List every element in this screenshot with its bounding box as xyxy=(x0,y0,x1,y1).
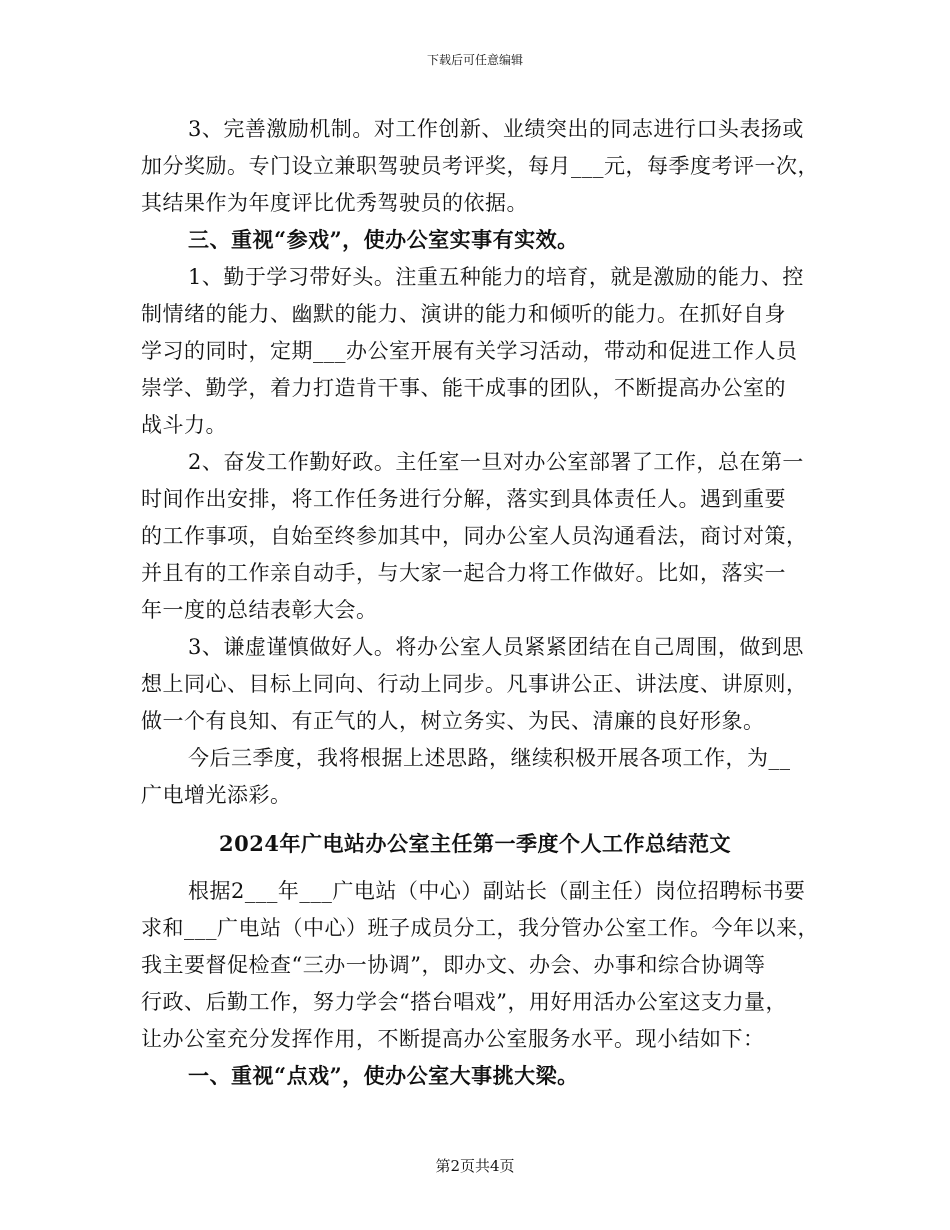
body-line: 的工作事项，自始至终参加其中，同办公室人员沟通看法，商讨对策， xyxy=(141,524,808,548)
page-header: 下载后可任意编辑 xyxy=(426,53,523,67)
page-number: 第2页共4页 xyxy=(435,1157,515,1175)
body-line: 学习的同时，定期___办公室开展有关学习活动，带动和促进工作人员 xyxy=(141,339,798,363)
body-line: 广电增光添彩。 xyxy=(141,783,292,807)
body-line: 3、谦虚谨慎做好人。将办公室人员紧紧团结在自己周围，做到思 xyxy=(188,635,804,659)
body-line: 1、勤于学习带好头。注重五种能力的培育，就是激励的能力、控 xyxy=(188,265,804,289)
body-line: 年一度的总结表彰大会。 xyxy=(141,598,378,622)
body-line: 做一个有良知、有正气的人，树立务实、为民、清廉的良好形象。 xyxy=(141,709,765,733)
body-line: 想上同心、目标上同向、行动上同步。凡事讲公正、讲法度、讲原则， xyxy=(141,672,808,696)
body-line: 战斗力。 xyxy=(141,413,227,437)
body-line: 让办公室充分发挥作用，不断提高办公室服务水平。现小结如下： xyxy=(141,1027,765,1051)
section-heading: 三、重视“参戏”，使办公室实事有实效。 xyxy=(188,227,579,252)
body-line: 今后三季度，我将根据上述思路，继续积极开展各项工作，为__ xyxy=(188,746,791,770)
body-line: 制情绪的能力、幽默的能力、演讲的能力和倾听的能力。在抓好自身 xyxy=(141,302,786,326)
section-heading: 一、重视“点戏”，使办公室大事挑大梁。 xyxy=(188,1063,579,1088)
body-line: 时间作出安排，将工作任务进行分解，落实到具体责任人。遇到重要 xyxy=(141,487,786,511)
body-line: 崇学、勤学，着力打造肯干事、能干成事的团队，不断提高办公室的 xyxy=(141,376,786,400)
body-line: 行政、后勤工作，努力学会“搭台唱戏”，用好用活办公室这支力量， xyxy=(141,990,787,1014)
body-line: 我主要督促检查“三办一协调”，即办文、办会、办事和综合协调等 xyxy=(141,953,766,977)
body-line: 其结果作为年度评比优秀驾驶员的依据。 xyxy=(141,191,528,215)
body-line: 根据2___年___广电站（中心）副站长（副主任）岗位招聘标书要 xyxy=(188,879,806,903)
body-line: 3、完善激励机制。对工作创新、业绩突出的同志进行口头表扬或 xyxy=(188,117,804,141)
body-line: 加分奖励。专门设立兼职驾驶员考评奖，每月___元，每季度考评一次， xyxy=(141,154,819,178)
body-line: 并且有的工作亲自动手，与大家一起合力将工作做好。比如，落实一 xyxy=(141,561,786,585)
document-title: 2024年广电站办公室主任第一季度个人工作总结范文 xyxy=(219,831,731,856)
body-line: 求和___广电站（中心）班子成员分工，我分管办公室工作。今年以来， xyxy=(141,916,819,940)
body-line: 2、奋发工作勤好政。主任室一旦对办公室部署了工作，总在第一 xyxy=(188,450,804,474)
